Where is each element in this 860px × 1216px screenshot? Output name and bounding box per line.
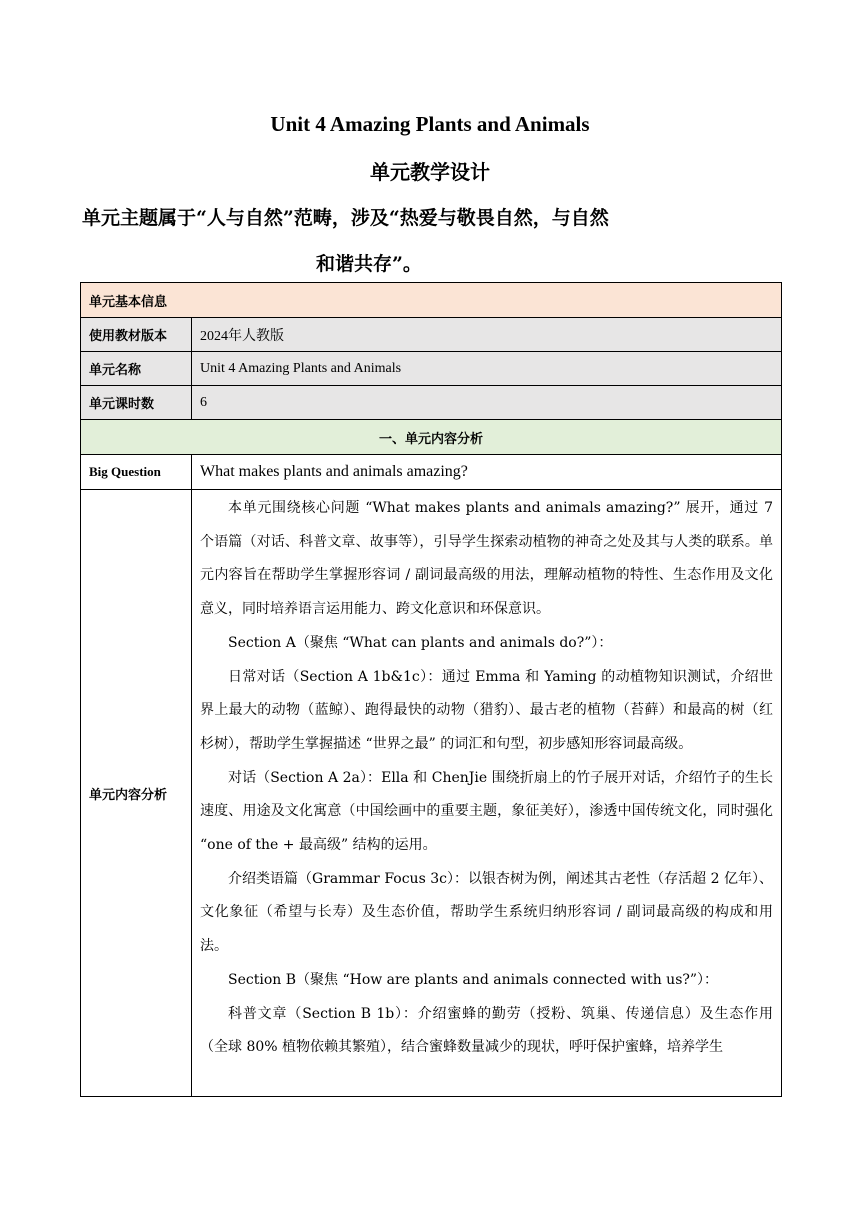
analysis-label: 单元内容分析 <box>81 490 192 1097</box>
analysis-paragraph: Section A（聚焦 “What can plants and animals do?”）： <box>228 634 613 651</box>
document-title-en: Unit 4 Amazing Plants and Animals <box>270 112 590 136</box>
analysis-paragraph: Section B（聚焦 “How are plants and animals connected with us?”）： <box>228 971 719 988</box>
table-row <box>81 352 782 386</box>
analysis-paragraph: 科普文章（Section B 1b）：介绍蜜蜂的勤劳（授粉、筑巢、传递信息）及生态作用（全球 80% 植物依赖其繁殖），结合蜜蜂数量减少的现状，呼吁保护蜜蜂，培养学生 <box>200 1005 774 1056</box>
section-1-header: 一、单元内容分析 <box>81 420 782 455</box>
section-header-row <box>81 420 782 455</box>
textbook-version-label: 使用教材版本 <box>81 318 192 352</box>
unit-name-label: 单元名称 <box>81 352 192 386</box>
class-hours-label: 单元课时数 <box>81 386 192 420</box>
analysis-row <box>81 490 782 1097</box>
analysis-paragraph: 日常对话（Section A 1b&1c）：通过 Emma 和 Yaming 的动植物知识测试，介绍世界上最大的动物（蓝鲸）、跑得最快的动物（猎豹）、最古老的植物（苔藓）和最高的树（红杉树），帮助学生掌握描述 “世界之最” 的词汇和句型，初步感知形容词最高级。 <box>200 668 774 752</box>
class-hours-value: 6 <box>192 386 782 420</box>
analysis-content <box>192 490 782 1097</box>
textbook-version-value: 2024年人教版 <box>192 318 782 352</box>
unit-name-value: Unit 4 Amazing Plants and Animals <box>192 352 782 386</box>
table-row <box>81 318 782 352</box>
big-question-value: What makes plants and animals amazing? <box>192 455 782 490</box>
big-question-row <box>81 455 782 490</box>
unit-design-table <box>80 282 782 1097</box>
table-row <box>81 386 782 420</box>
analysis-paragraph: 本单元围绕核心问题 “What makes plants and animals amazing?” 展开，通过 7 个语篇（对话、科普文章、故事等），引导学生探索动植物的神奇之处及其与人类的联系。单元内容旨在帮助学生掌握形容词 / 副词最高级的用法，理解动植物的特性、生态作用及文化意义，同时培养语言运用能力、跨文化意识和环保意识。 <box>200 500 774 618</box>
analysis-paragraph: 介绍类语篇（Grammar Focus 3c）：以银杏树为例，阐述其古老性（存活超 2 亿年）、文化象征（希望与长寿）及生态价值，帮助学生系统归纳形容词 / 副词最高级的构成和用法。 <box>200 870 774 955</box>
document-title-cn: 单元教学设计 <box>370 160 490 184</box>
big-question-label: Big Question <box>81 455 192 490</box>
analysis-paragraph: 对话（Section A 2a）：Ella 和 ChenJie 围绕折扇上的竹子展开对话，介绍竹子的生长速度、用途及文化寓意（中国绘画中的重要主题，象征美好），渗透中国传统文化，同时强化 “one of the + 最高级” 结构的运用。 <box>200 769 774 854</box>
unit-theme-line-1: 单元主题属于“人与自然”范畴，涉及“热爱与敬畏自然，与自然 <box>82 207 609 229</box>
unit-theme-line-2: 和谐共存”。 <box>316 253 422 275</box>
basic-info-header-row <box>81 283 782 318</box>
basic-info-header: 单元基本信息 <box>81 283 782 318</box>
